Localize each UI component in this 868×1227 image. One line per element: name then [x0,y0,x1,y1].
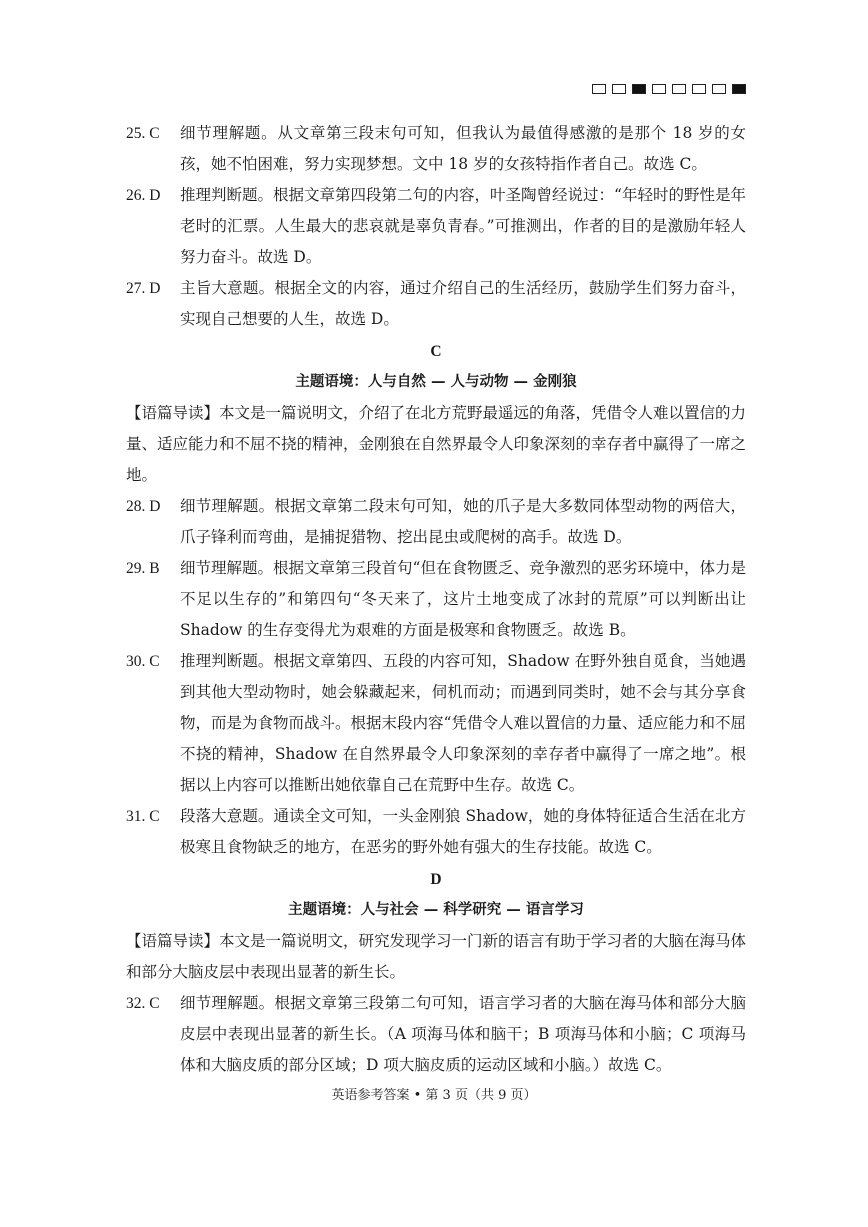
page-mark [612,84,626,94]
answer-number: 29. B [126,560,160,577]
answer-explanation: 细节理解题。根据文章第三段第二句可知，语言学习者的大脑在海马体和部分大脑皮层中表现出显著的新生长。（A 项海马体和脑干；B 项海马体和小脑；C 项海马体和大脑皮质的部分区域；D 项大脑皮质的运动区域和小脑。）故选 C。 [180,994,746,1074]
answer-item [126,273,746,335]
page-mark [592,84,606,94]
answer-item [126,801,746,863]
answer-number: 30. C [126,653,160,670]
answer-explanation: 段落大意题。通读全文可知，一头金刚狼 Shadow，她的身体特征适合生活在北方极寒且食物缺乏的地方，在恶劣的野外她有强大的生存技能。故选 C。 [180,807,746,856]
page-footer: 英语参考答案 • 第 3 页（共 9 页） [331,1088,537,1103]
passage-intro-d: 【语篇导读】本文是一篇说明文，研究发现学习一门新的语言有助于学习者的大脑在海马体和部分大脑皮层中表现出显著的新生长。 [126,932,747,981]
answer-explanation: 主旨大意题。根据全文的内容，通过介绍自己的生活经历，鼓励学生们努力奋斗，实现自己想要的人生，故选 D。 [180,279,746,328]
answer-item [126,118,746,180]
answer-number: 32. C [126,995,160,1012]
answer-number: 25. C [126,125,160,142]
section-letter-c: C [430,343,442,360]
answer-explanation: 推理判断题。根据文章第四段第二句的内容，叶圣陶曾经说过：“年轻时的野性是年老时的汇票。人生最大的悲哀就是辜负青春。”可推测出，作者的目的是激励年轻人努力奋斗。故选 D。 [180,186,746,266]
answer-explanation: 细节理解题。根据文章第三段首句“但在食物匮乏、竞争激烈的恶劣环境中，体力是不足以生存的”和第四句“冬天来了，这片土地变成了冰封的荒原”可以判断出让 Shadow 的生存变得尤为艰难的方面是极寒和食物匮乏。故选 B。 [180,559,746,639]
answer-explanation: 推理判断题。根据文章第四、五段的内容可知，Shadow 在野外独自觅食，当她遇到其他大型动物时，她会躲藏起来，伺机而动；而遇到同类时，她不会与其分享食物，而是为食物而战斗。根据末段内容“凭借令人难以置信的力量、适应能力和不屈不挠的精神，Shadow 在自然界最令人印象深刻的幸存者中赢得了一席之地”。根据以上内容可以推断出她依靠自己在荒野中生存。故选 C。 [180,652,746,794]
section-letter-d: D [430,871,442,888]
page-mark [652,84,666,94]
answer-number: 27. D [126,280,161,297]
page-marks [592,84,746,94]
page-mark [632,84,646,94]
page-mark [732,84,746,94]
answer-item [126,988,746,1081]
answer-item [126,646,746,801]
section-theme-d: 主题语境：人与社会 — 科学研究 — 语言学习 [288,902,584,918]
answer-explanation: 细节理解题。根据文章第二段末句可知，她的爪子是大多数同体型动物的两倍大，爪子锋利而弯曲，是捕捉猎物、挖出昆虫或爬树的高手。故选 D。 [180,497,746,546]
answer-number: 28. D [126,498,161,515]
page-mark [692,84,706,94]
answer-content [126,118,746,1081]
passage-intro-c: 【语篇导读】本文是一篇说明文，介绍了在北方荒野最遥远的角落，凭借令人难以置信的力量、适应能力和不屈不挠的精神，金刚狼在自然界最令人印象深刻的幸存者中赢得了一席之地。 [126,404,747,484]
section-theme-c: 主题语境：人与自然 — 人与动物 — 金刚狼 [295,374,577,390]
answer-explanation: 细节理解题。从文章第三段末句可知，但我认为最值得感激的是那个 18 岁的女孩，她不怕困难，努力实现梦想。文中 18 岁的女孩特指作者自己。故选 C。 [180,124,746,173]
page-mark [712,84,726,94]
page-mark [672,84,686,94]
answer-item [126,180,746,273]
answer-number: 31. C [126,808,160,825]
answer-item [126,553,746,646]
answer-number: 26. D [126,187,161,204]
answer-item [126,491,746,553]
